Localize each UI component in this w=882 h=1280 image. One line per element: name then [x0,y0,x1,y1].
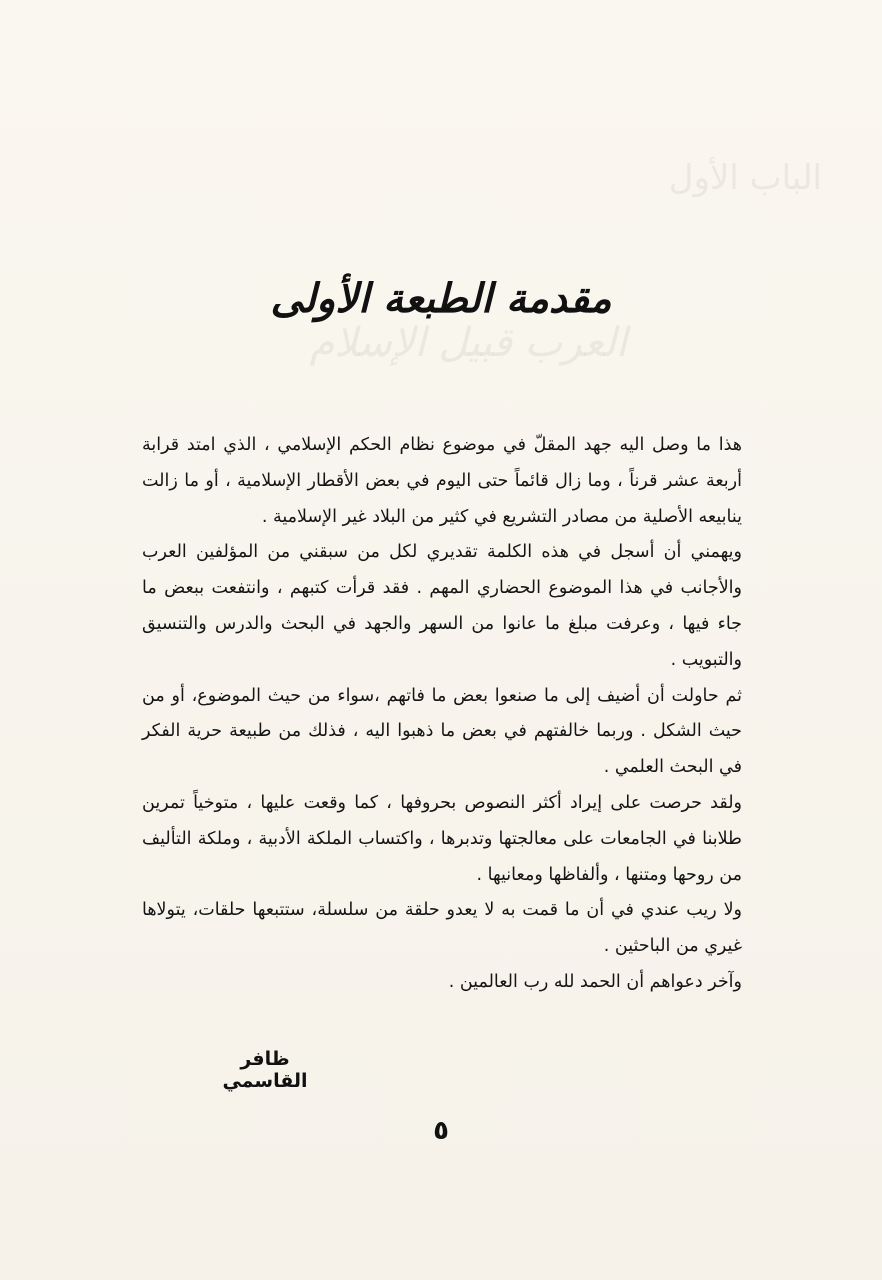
page-title: مقدمة الطبعة الأولى [270,274,612,322]
paragraph-4: ولقد حرصت على إيراد أكثر النصوص بحروفها ، كما وقعت عليها ، متوخياً تمرين طلابنا في الجامعات على معالجتها وتدبرها ، واكتساب الملكة الأدبية ، وملكة التأليف من روحها ومتنها ، وألفاظها ومعانيها . [142,792,742,885]
bleed-through-chapter-heading: الباب الأول [668,158,822,198]
bleed-through-chapter-title: العرب قبيل الإسلام [309,320,627,366]
paragraph-2: ويهمني أن أسجل في هذه الكلمة تقديري لكل من سبقني من المؤلفين العرب والأجانب في هذا الموضوع الحضاري المهم . فقد قرأت كتبهم ، وانتفعت ببعض ما جاء فيها ، وعرفت مبلغ ما عانوا من السهر والجهد في البحث والدرس والتنسيق والتبويب . [142,542,742,670]
paragraph-5: ولا ريب عندي في أن ما قمت به لا يعدو حلقة من سلسلة، ستتبعها حلقات، يتولاها غيري من الباحثين . [142,900,742,957]
paragraph-6: وآخر دعواهم أن الحمد لله رب العالمين . [448,971,742,992]
paragraph-3: ثم حاولت أن أضيف إلى ما صنعوا بعض ما فاتهم ،سواء من حيث الموضوع، أو من حيث الشكل . وربما خالفتهم في بعض ما ذهبوا اليه ، فذلك من طبيعة حرية الفكر في البحث العلمي . [142,685,742,778]
paragraph-1: هذا ما وصل اليه جهد المقلّ في موضوع نظام الحكم الإسلامي ، الذي امتد قرابة أربعة عشر قرناً ، وما زال قائماً حتى اليوم في بعض الأقطار الإسلامية ، أو ما زالت ينابيعه الأصلية من مصادر التشريع في كثير من البلاد غير الإسلامية . [142,435,742,527]
author-signature: ظافر القاسمي [222,1048,308,1092]
page-number: ٥ [433,1116,449,1146]
preface-body [142,428,742,1001]
